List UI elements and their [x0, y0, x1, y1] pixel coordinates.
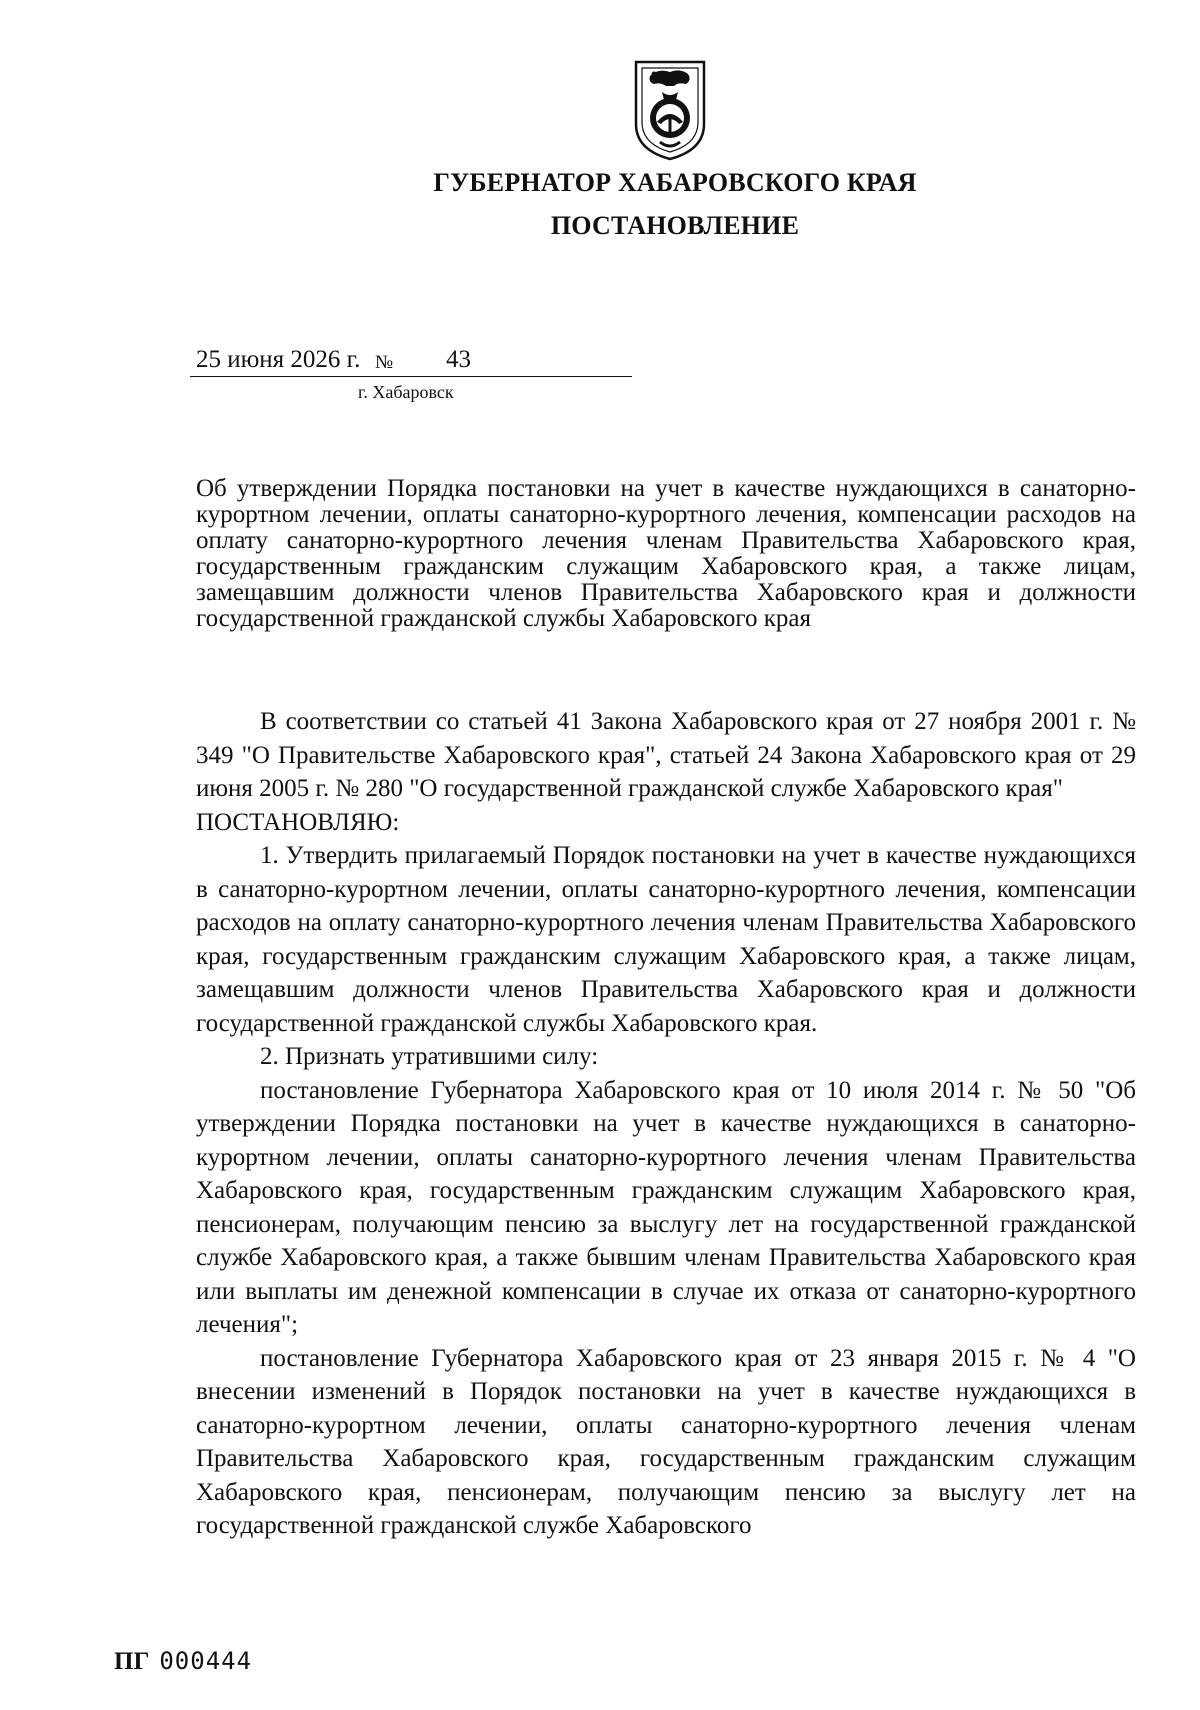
repealed-decree-1: постановление Губернатора Хабаровского края от 10 июля 2014 г. № 50 "Об утверждении Порядка постановки на учет в качестве нуждающихся в санаторно-курортном лечении, оплаты санаторно-курортного лечения членам Правительства Хабаровского края, государственным гражданским служащим Хабаровского края, пенсионерам, получающим пенсию за выслугу лет на государственной гражданской службе Хабаровского края, а также бывшим членам Правительства Хабаровского края или выплаты им денежной компенсации в случае их отказа от санаторно-курортного лечения";: [196, 1076, 1136, 1338]
item-2-paragraph: 2. Признать утратившими силу:: [260, 1043, 599, 1070]
issue-city: г. Хабаровск: [358, 382, 454, 402]
preamble-paragraph: В соответствии со статьей 41 Закона Хабаровского края от 27 ноября 2001 г. № 349 "О Правительстве Хабаровского края", статьей 24 Закона Хабаровского края от 29 июня 2005 г. № 280 "О государственной гражданской службе Хабаровского края": [196, 708, 1136, 802]
decree-title: Об утверждении Порядка постановки на учет в качестве нуждающихся в санаторно-курортном лечении, оплаты санаторно-курортного лечения, компенсации расходов на оплату санаторно-курортного лечения членам Правительства Хабаровского края, государственным гражданским служащим Хабаровского края, а также лицам, замещавшим должности членов Правительства Хабаровского края и должности государственной гражданской службы Хабаровского края: [196, 475, 1136, 632]
decree-date: 25 июня 2026 г.: [196, 346, 361, 373]
form-series: ПГ: [114, 1648, 150, 1675]
number-sign: №: [375, 352, 394, 373]
date-number-underline: [190, 376, 632, 377]
decree-body: [196, 705, 1136, 1543]
item-1-paragraph: 1. Утвердить прилагаемый Порядок постановки на учет в качестве нуждающихся в санаторно-курортном лечении, оплаты санаторно-курортного лечения, компенсации расходов на оплату санаторно-курортного лечения членам Правительства Хабаровского края, государственным гражданским служащим Хабаровского края, а также лицам, замещавшим должности членов Правительства Хабаровского края и должности государственной гражданской службы Хабаровского края.: [196, 842, 1136, 1037]
decree-word: ПОСТАНОВЛЯЮ:: [196, 808, 400, 836]
repealed-decree-2: постановление Губернатора Хабаровского края от 23 января 2015 г. № 4 "О внесении изменений в Порядок постановки на учет в качестве нуждающихся в санаторно-курортном лечении, оплаты санаторно-курортного лечения членам Правительства Хабаровского края, государственным гражданским служащим Хабаровского края, пенсионерам, получающим пенсию за выслугу лет на государственной гражданской службе Хабаровского: [196, 1344, 1136, 1539]
document-type-heading: ПОСТАНОВЛЕНИЕ: [550, 211, 800, 240]
issuing-authority-heading: ГУБЕРНАТОР ХАБАРОВСКОГО КРАЯ: [433, 168, 917, 197]
decree-number: 43: [446, 346, 471, 373]
coat-of-arms-emblem: [630, 58, 710, 162]
form-serial-number: [114, 1647, 252, 1676]
form-number: 000444: [159, 1647, 253, 1675]
